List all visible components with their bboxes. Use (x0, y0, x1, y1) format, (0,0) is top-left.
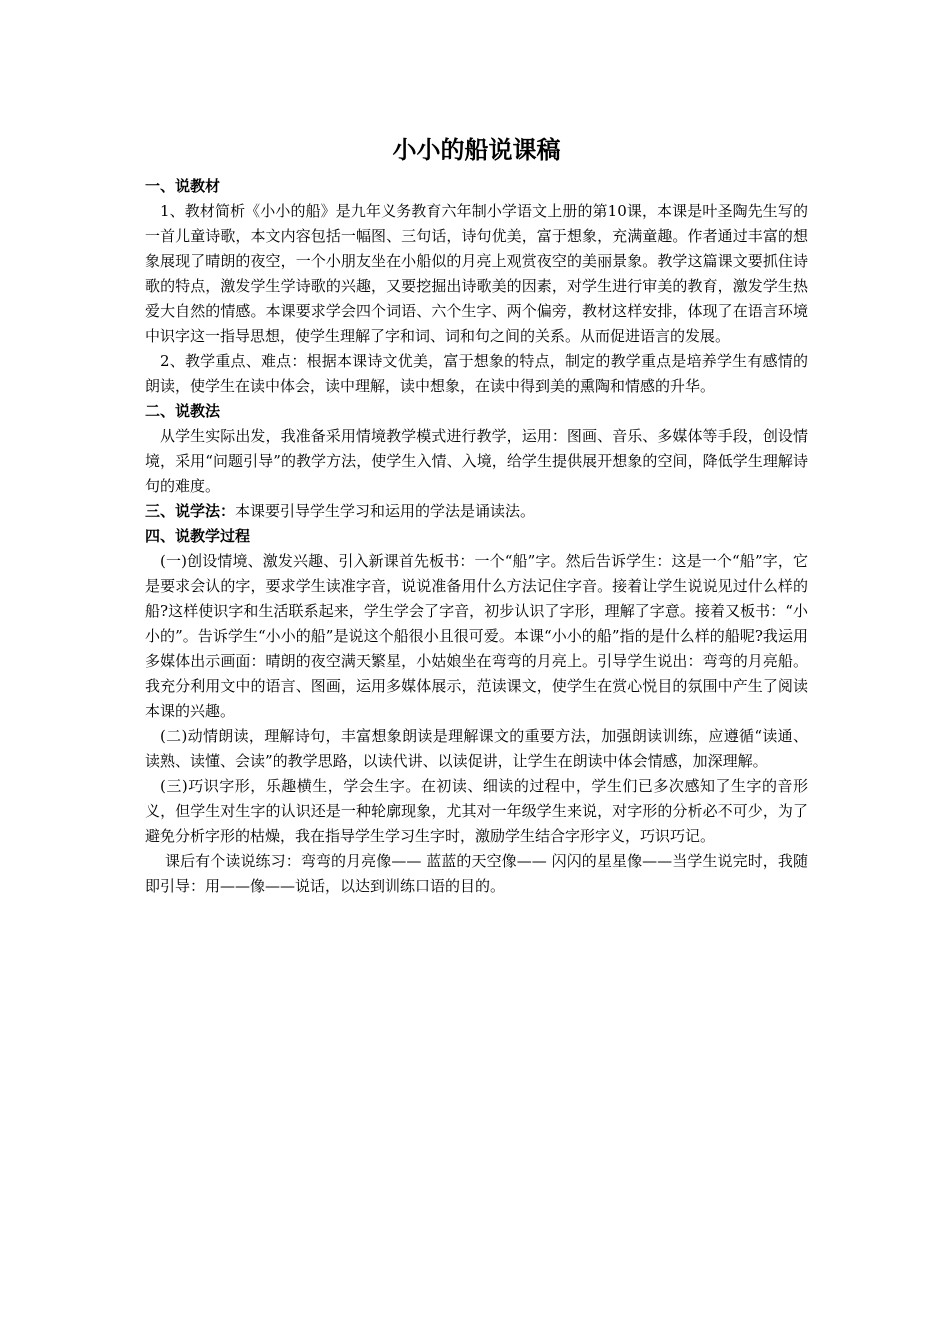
learning-method-text: 本课要引导学生学习和运用的学法是诵读法。 (235, 502, 536, 520)
section-heading-teaching-method: 二、说教法 (145, 402, 221, 420)
paragraph-process-step-1: (一)创设情境、激发兴趣、引入新课首先板书：一个“船”字。然后告诉学生：这是一个“船”字，它是要求会认的字，要求学生读准字音，说说准备用什么方法记住字音。接着让学生说说见过什么样的船?这样使识字和生活联系起来，学生学会了字音，初步认识了字形，理解了字意。接着又板书：“小小的”。告诉学生“小小的船”是说这个船很小且很可爱。本课“小小的船”指的是什么样的船呢?我运用多媒体出示画面：晴朗的夜空满天繁星，小姑娘坐在弯弯的月亮上。引导学生说出：弯弯的月亮船。我充分利用文中的语言、图画，运用多媒体展示，范读课文，使学生在赏心悦目的氛围中产生了阅读本课的兴趣。 (145, 552, 808, 720)
paragraph-teaching-focus: 2、教学重点、难点：根据本课诗文优美，富于想象的特点，制定的教学重点是培养学生有感情的朗读，使学生在读中体会，读中理解，读中想象，在读中得到美的熏陶和情感的升华。 (145, 352, 808, 395)
section-heading-textbook: 一、说教材 (145, 177, 221, 195)
paragraph-process-step-2: (二)动情朗读，理解诗句，丰富想象朗读是理解课文的重要方法，加强朗读训练，应遵循“读通、读熟、读懂、会读”的教学思路，以读代讲、以读促讲，让学生在朗读中体会情感，加深理解。 (145, 727, 808, 770)
paragraph-exercise: 课后有个读说练习：弯弯的月亮像—— 蓝蓝的天空像—— 闪闪的星星像——当学生说完时，我随即引导：用——像——说话，以达到训练口语的目的。 (145, 852, 808, 895)
document-page (145, 130, 808, 899)
section-heading-teaching-process: 四、说教学过程 (145, 527, 251, 545)
paragraph-textbook-analysis: 1、教材简析《小小的船》是九年义务教育六年制小学语文上册的第10课，本课是叶圣陶先生写的一首儿童诗歌，本文内容包括一幅图、三句话，诗句优美，富于想象，充满童趣。作者通过丰富的想象展现了晴朗的夜空，一个小朋友坐在小船似的月亮上观赏夜空的美丽景象。教学这篇课文要抓住诗歌的特点，激发学生学诗歌的兴趣，又要挖掘出诗歌美的因素，对学生进行审美的教育，激发学生热爱大自然的情感。本课要求学会四个词语、六个生字、两个偏旁，教材这样安排，体现了在语言环境中识字这一指导思想，使学生理解了字和词、词和句之间的关系。从而促进语言的发展。 (145, 202, 808, 345)
paragraph-process-step-3: (三)巧识字形，乐趣横生，学会生字。在初读、细读的过程中，学生们已多次感知了生字的音形义，但学生对生字的认识还是一种轮廓现象，尤其对一年级学生来说，对字形的分析必不可少，为了避免分析字形的枯燥，我在指导学生学习生字时，激励学生结合字形字义，巧识巧记。 (145, 777, 808, 845)
section-learning-method (145, 499, 808, 524)
paragraph-teaching-method: 从学生实际出发，我准备采用情境教学模式进行教学，运用：图画、音乐、多媒体等手段，创设情境，采用“问题引导”的教学方法，使学生入情、入境，给学生提供展开想象的空间，降低学生理解诗句的难度。 (145, 427, 808, 495)
section-heading-learning-method: 三、说学法： (145, 502, 236, 520)
document-title: 小小的船说课稿 (392, 135, 561, 164)
